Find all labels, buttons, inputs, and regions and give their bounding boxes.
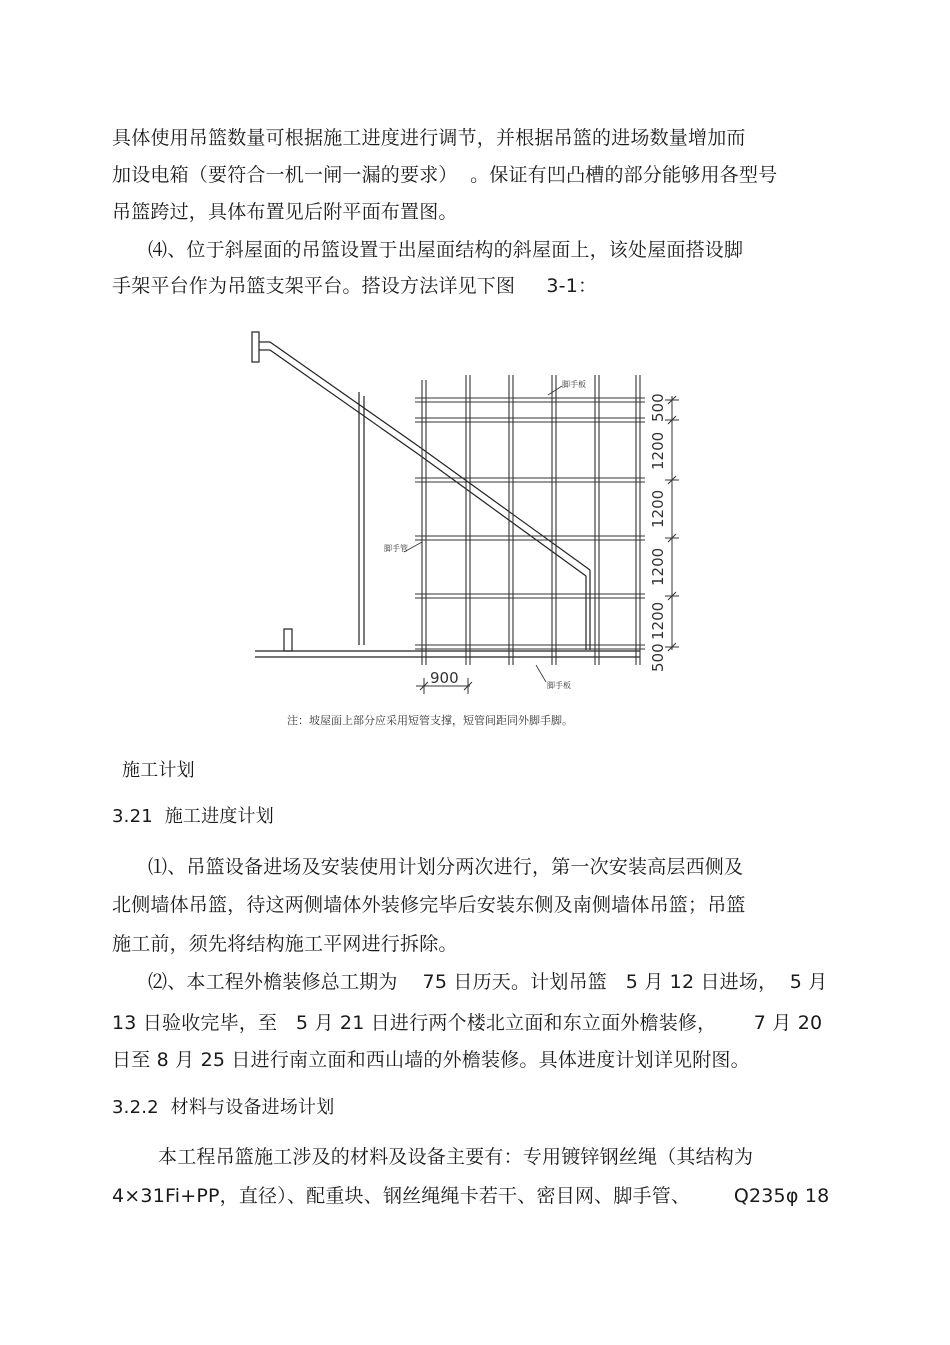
paragraph-line: 13 日验收完毕，至 5 月 21 日进行两个楼北立面和东立面外檐装修， 7 月 20 bbox=[112, 1012, 823, 1034]
scaffold-figure bbox=[240, 320, 700, 740]
leader-line bbox=[548, 386, 562, 395]
vertical-dimension bbox=[665, 396, 679, 651]
scaffold-pipe-label: 脚手管 bbox=[384, 544, 408, 553]
bottom-board-label: 脚手板 bbox=[547, 681, 571, 690]
paragraph-line: 施工前，须先将结构施工平网进行拆除。 bbox=[112, 933, 458, 955]
dim-bottom-label: 500 bbox=[649, 643, 667, 672]
leader-line bbox=[536, 665, 546, 682]
dim-1200-label: 1200 bbox=[649, 489, 667, 528]
dim-top-label: 500 bbox=[649, 393, 667, 422]
scaffold-drawing bbox=[240, 320, 700, 740]
paragraph-line: 4×31Fi+PP，直径）、配重块、钢丝绳绳卡若干、密目网、脚手管、 Q235φ 18 bbox=[112, 1185, 830, 1207]
section-title: 施工计划 bbox=[122, 760, 195, 781]
paragraph-line: 北侧墙体吊篮，待这两侧墙体外装修完毕后安装东侧及南侧墙体吊篮；吊篮 bbox=[112, 894, 746, 916]
paragraph-line: 手架平台作为吊篮支架平台。搭设方法详见下图 3-1： bbox=[112, 275, 598, 297]
top-board-label: 脚手板 bbox=[562, 380, 586, 389]
paragraph-line: 加设电箱（要符合一机一闸一漏的要求） 。保证有凹凸槽的部分能够用各型号 bbox=[112, 164, 778, 186]
section-heading: 3.21 施工进度计划 bbox=[112, 806, 274, 827]
dim-1200-label: 1200 bbox=[649, 601, 667, 640]
paragraph-line: 本工程吊篮施工涉及的材料及设备主要有：专用镀锌钢丝绳（其结构为 bbox=[158, 1146, 754, 1168]
dim-1200-label: 1200 bbox=[649, 547, 667, 586]
dim-1200-label: 1200 bbox=[649, 431, 667, 470]
section-heading: 3.2.2 材料与设备进场计划 bbox=[112, 1097, 335, 1118]
paragraph-line: 日至 8 月 25 日进行南立面和西山墙的外檐装修。具体进度计划详见附图。 bbox=[112, 1049, 750, 1071]
paragraph-line: ⑷、位于斜屋面的吊篮设置于出屋面结构的斜屋面上，该处屋面搭设脚 bbox=[148, 239, 744, 261]
paragraph-line: ⑵、本工程外檐装修总工期为 75 日历天。计划吊篮 5 月 12 日进场， 5 月 bbox=[148, 971, 828, 993]
scaffold-grid bbox=[415, 375, 645, 665]
paragraph-line: ⑴、吊篮设备进场及安装使用计划分两次进行，第一次安装高层西侧及 bbox=[148, 856, 744, 878]
paragraph-line: 具体使用吊篮数量可根据施工进度进行调节，并根据吊篮的进场数量增加而 bbox=[112, 127, 746, 149]
figure-note: 注：坡屋面上部分应采用短管支撑，短管间距同外脚手脚。 bbox=[287, 714, 573, 727]
paragraph-line: 吊篮跨过，具体布置见后附平面布置图。 bbox=[112, 201, 458, 223]
dim-width-label: 900 bbox=[430, 669, 459, 687]
